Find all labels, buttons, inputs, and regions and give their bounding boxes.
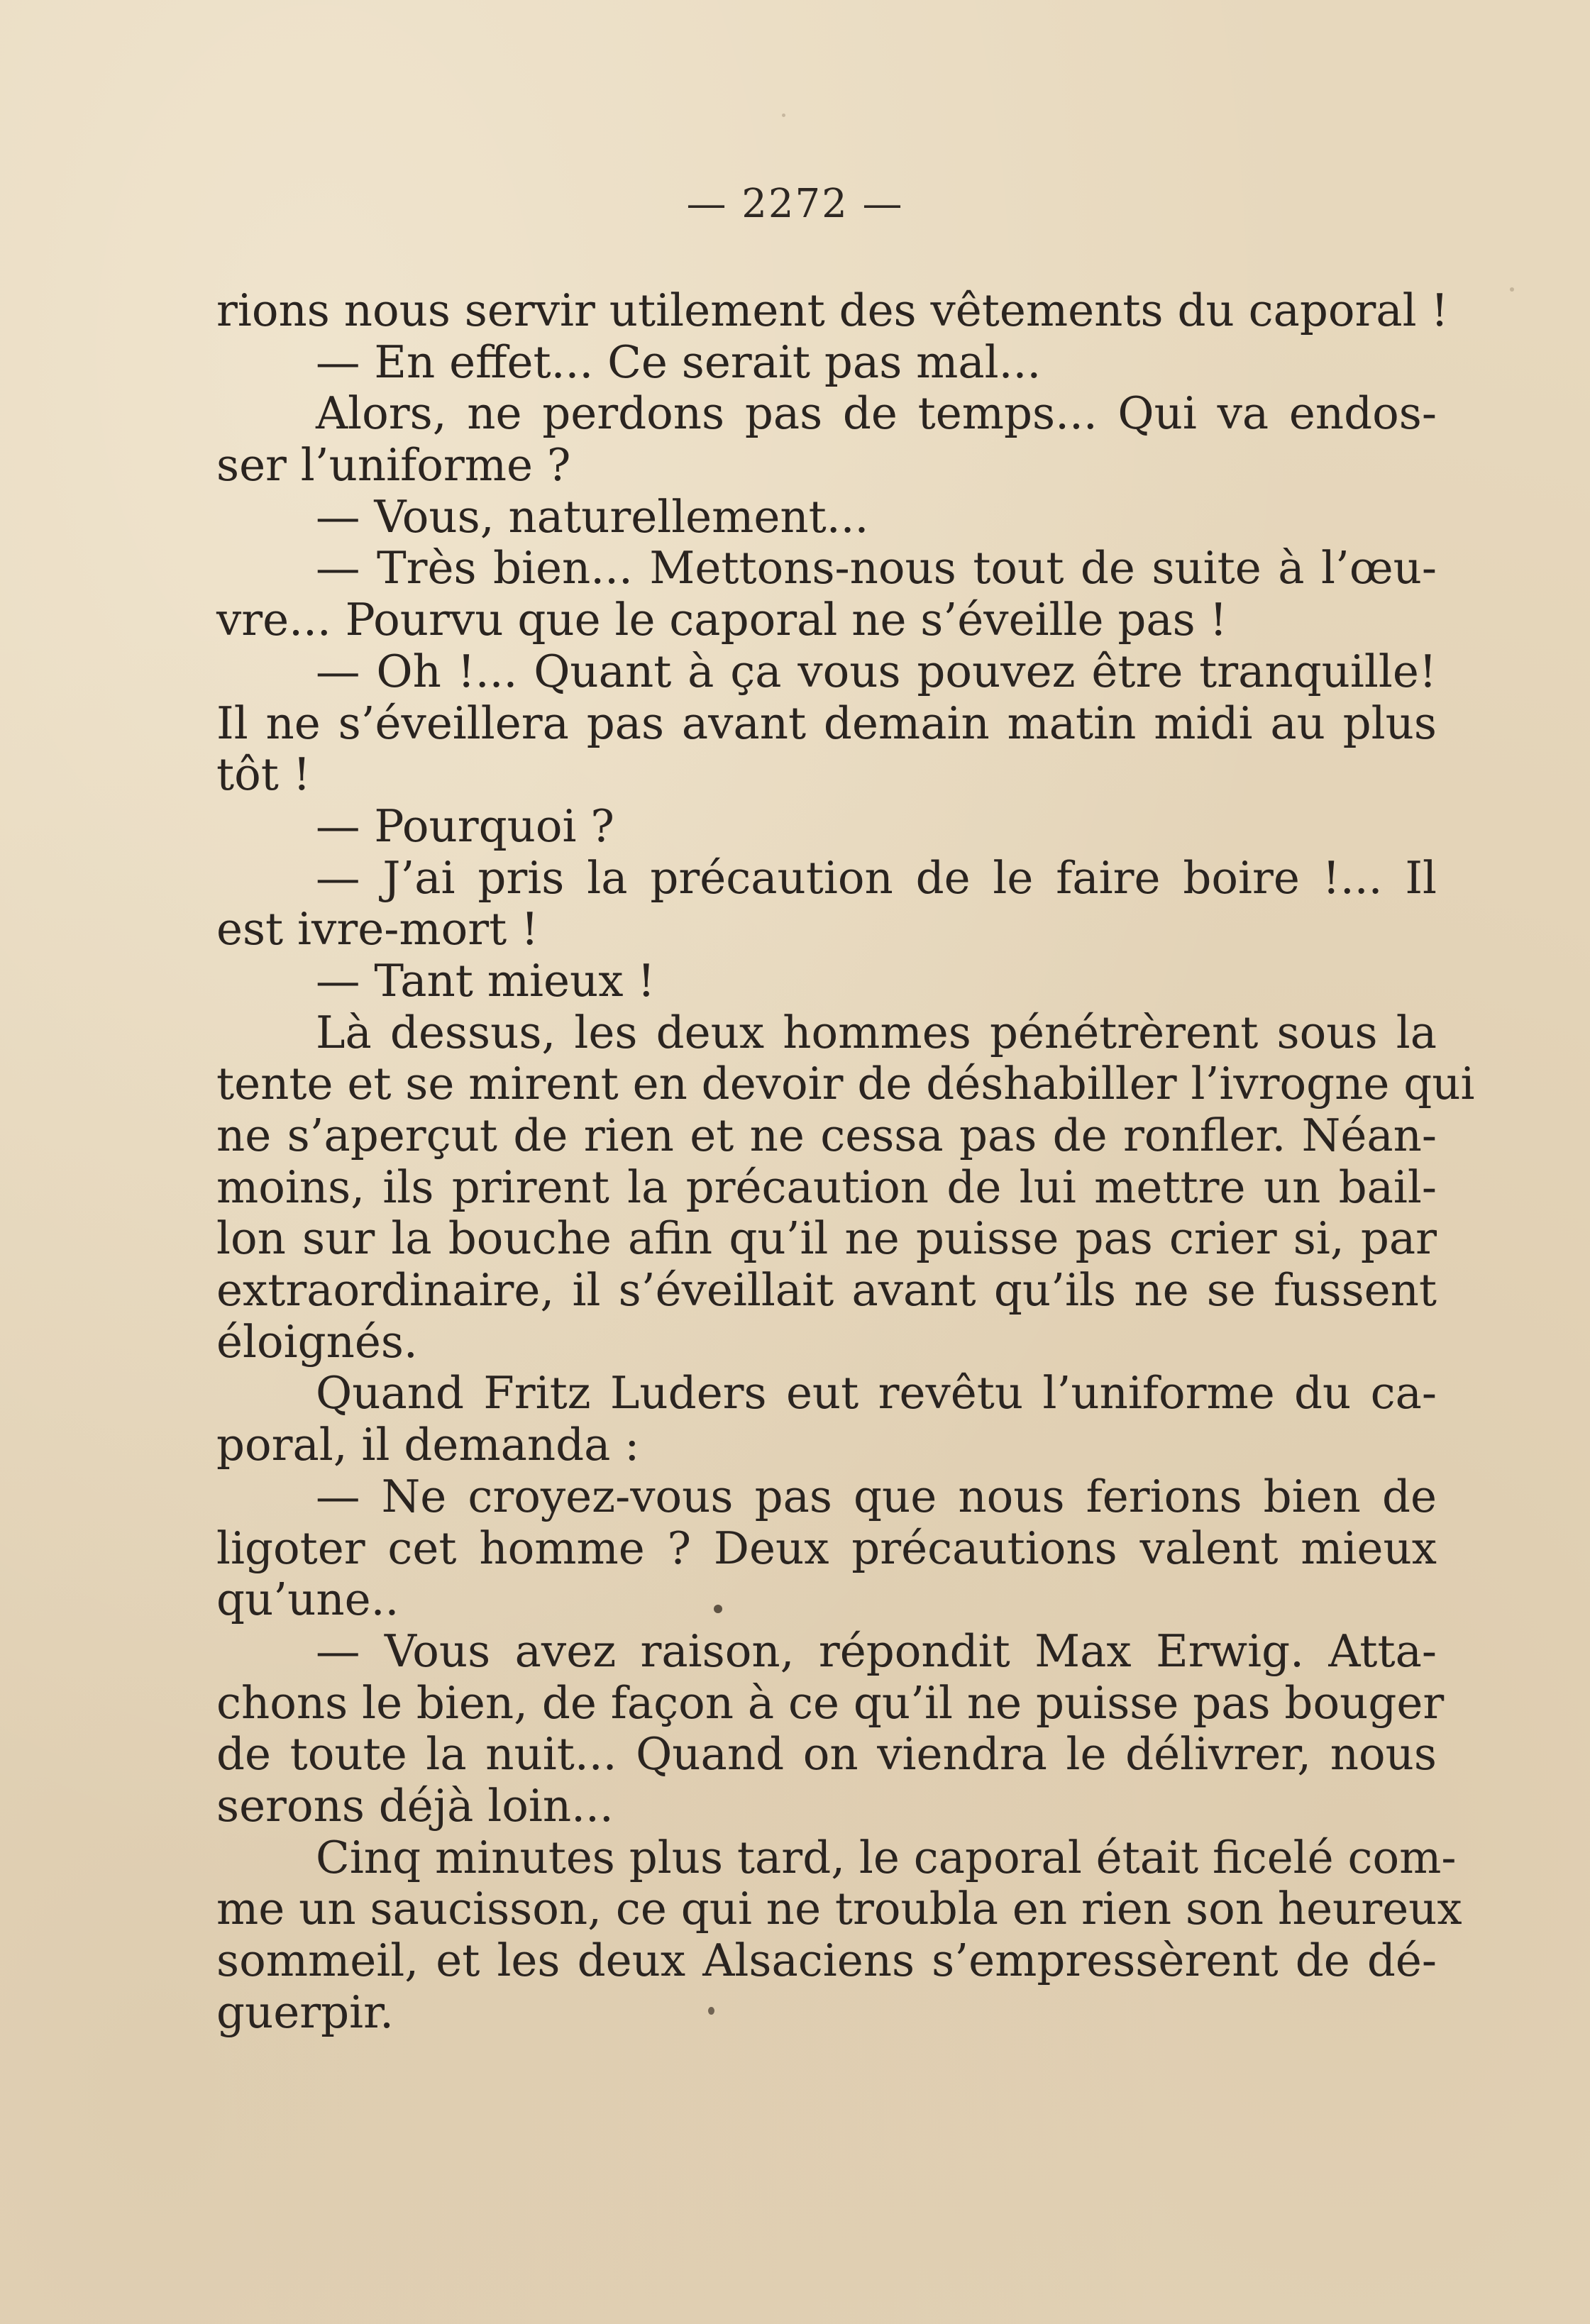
paper-speck: [1510, 287, 1514, 292]
text-line: est ivre-mort !: [216, 903, 539, 956]
text-line: éloignés.: [216, 1315, 418, 1368]
text-line: rions nous servir utilement des vêtements du caporal !: [216, 284, 1449, 336]
text-line: Il ne s’éveillera pas avant demain matin midi au plus: [216, 697, 1437, 749]
text-line: poral, il demanda :: [216, 1419, 640, 1471]
text-line: — J’ai pris la précaution de le faire boire !... Il: [316, 851, 1437, 904]
text-line: Quand Fritz Luders eut revêtu l’uniforme du ca-: [316, 1367, 1437, 1420]
text-line: guerpir.: [216, 1986, 394, 2038]
text-line: Là dessus, les deux hommes pénétrèrent sous la: [316, 1006, 1437, 1058]
text-line: ne s’aperçut de rien et ne cessa pas de ronfler. Néan-: [216, 1110, 1437, 1161]
text-line: Alors, ne perdons pas de temps... Qui va endos-: [316, 387, 1437, 440]
text-line: qu’une..: [216, 1573, 399, 1626]
text-line: — Vous, naturellement...: [316, 490, 869, 543]
paper-speck: [782, 114, 785, 117]
text-line: — Vous avez raison, répondit Max Erwig. Atta-: [316, 1625, 1437, 1677]
text-line: — Très bien... Mettons-nous tout de suite à l’œu-: [316, 542, 1437, 594]
text-line: extraordinaire, il s’éveillait avant qu’ils ne se fussent: [216, 1264, 1437, 1317]
text-line: sommeil, et les deux Alsaciens s’empressèrent de dé-: [216, 1935, 1437, 1986]
paper-speck: [708, 2007, 714, 2015]
text-line: serons déjà loin...: [216, 1779, 614, 1832]
text-line: Cinq minutes plus tard, le caporal était ficelé com-: [316, 1831, 1457, 1883]
body-text: [216, 284, 1475, 2038]
text-line: tôt !: [216, 748, 311, 801]
text-line: — Pourquoi ?: [316, 799, 614, 852]
text-line: chons le bien, de façon à ce qu’il ne puisse pas bouger: [216, 1676, 1445, 1729]
text-line: ligoter cet homme ? Deux précautions valent mieux: [216, 1522, 1437, 1574]
page-number: — 2272 —: [686, 181, 904, 227]
text-line: vre... Pourvu que le caporal ne s’éveille pas !: [216, 594, 1227, 646]
text-line: ser l’uniforme ?: [216, 439, 571, 492]
text-line: me un saucisson, ce qui ne troubla en rien son heureux: [216, 1883, 1462, 1935]
text-line: — En effet... Ce serait pas mal...: [316, 336, 1042, 388]
text-line: lon sur la bouche afin qu’il ne puisse pas crier si, par: [216, 1212, 1437, 1265]
text-line: de toute la nuit... Quand on viendra le délivrer, nous: [216, 1728, 1437, 1781]
text-line: — Oh !... Quant à ça vous pouvez être tranquille!: [316, 645, 1437, 697]
text-line: — Ne croyez-vous pas que nous ferions bien de: [316, 1470, 1437, 1522]
text-line: moins, ils prirent la précaution de lui mettre un bail-: [216, 1161, 1437, 1213]
paper-speck: [714, 1605, 722, 1613]
text-line: — Tant mieux !: [316, 954, 656, 1007]
text-line: tente et se mirent en devoir de déshabiller l’ivrogne qui: [216, 1058, 1475, 1110]
